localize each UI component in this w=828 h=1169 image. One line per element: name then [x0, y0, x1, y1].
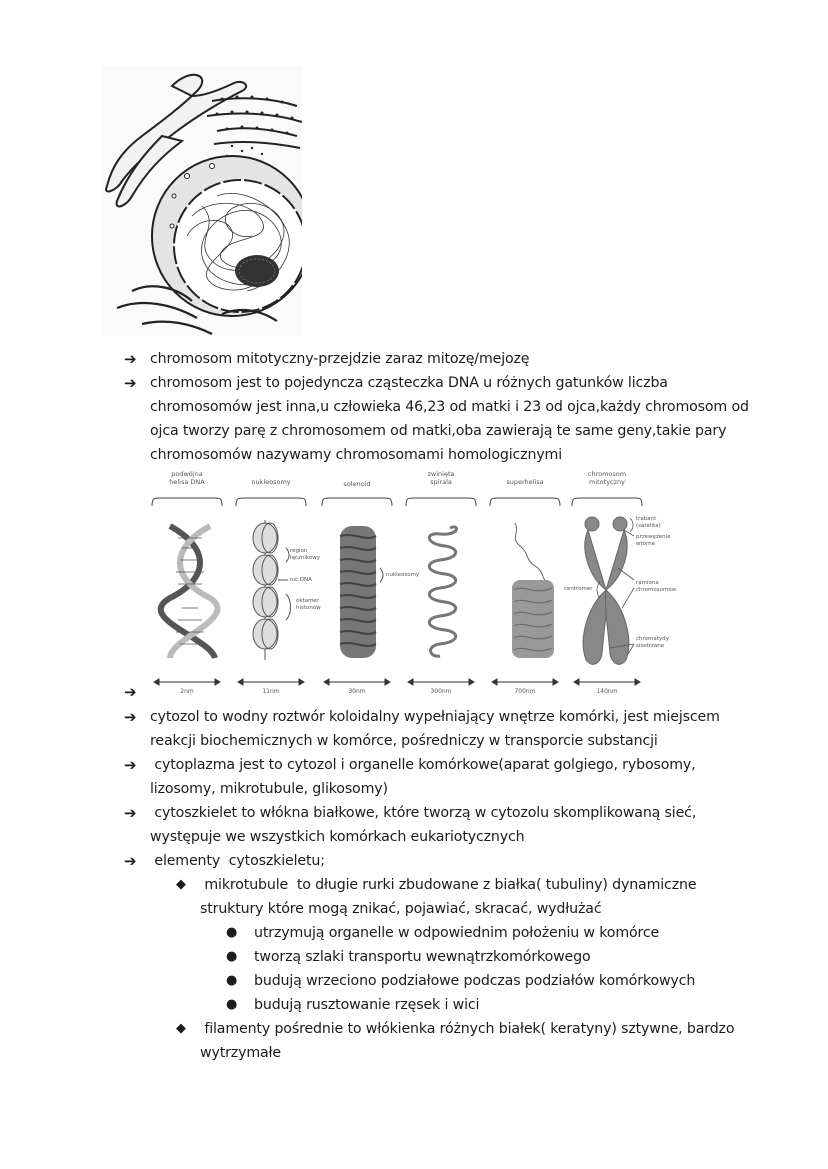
chromatin-illustration	[140, 468, 680, 700]
list-item: ➔ elementy cytoszkieletu;	[124, 849, 764, 873]
scale-label: 2nm	[180, 688, 194, 695]
diamond-bullet-icon: ◆	[176, 877, 186, 892]
sublist-microtubules	[176, 873, 736, 921]
list-item: ◆ filamenty pośrednie to włókienka różnych białek( keratyny) sztywne, bardzo wytrzymałe	[176, 1017, 736, 1065]
label-sister-chromatids: chromatydy siostrzane	[636, 636, 669, 649]
list-item: ➔ chromosom mitotyczny-przejdzie zaraz mitozę/mejozę	[124, 347, 764, 371]
list-item: ➔ chromosom jest to pojedyncza cząsteczka DNA u różnych gatunków liczba chromosomów jest inna,u człowieka 46,23 od matki i 23 od ojca,każdy chromosom od ojca tworzy parę z chromosomem od matki,oba zawierają te same geny,takie pary chromosomów nazywamy chromosomami homologicznymi	[124, 371, 764, 467]
empty-bullet	[124, 680, 764, 704]
dot-bullet-icon: ●	[226, 949, 238, 964]
scale-label: 300nm	[430, 688, 452, 695]
label-secondary-constriction: przewężenie wtórne	[636, 534, 671, 547]
bullet-list-cytosol	[124, 705, 764, 873]
scale-label: 700nm	[514, 688, 536, 695]
list-item: ● tworzą szlaki transportu wewnątrzkomórkowego	[224, 945, 744, 969]
list-item: ➔ cytoplazma jest to cytozol i organelle komórkowe(aparat golgiego, rybosomy, lizosomy, mikrotubule, glikosomy)	[124, 753, 764, 801]
stage-dna-helix: podwójna helisa DNA	[169, 470, 205, 486]
scale-label: 140nm	[596, 688, 618, 695]
arrow-bullet-icon: ➔	[124, 804, 137, 822]
bullet-list-chromosome	[124, 347, 764, 467]
dot-bullet-icon: ●	[226, 925, 238, 940]
arrow-bullet-icon: ➔	[124, 374, 137, 392]
cell-nucleus-illustration	[102, 66, 302, 336]
arrow-bullet-icon: ➔	[124, 756, 137, 774]
scale-label: 11nm	[262, 688, 280, 695]
stage-nucleosomes: nukleosomy	[251, 478, 291, 486]
label-chromosome-arms: ramiona chromosomów	[636, 580, 677, 593]
arrow-bullet-icon: ➔	[124, 708, 137, 726]
sublist-intermediate-filaments	[176, 1017, 736, 1065]
stage-coiled-spiral: zwinięta spirala	[427, 470, 455, 486]
list-item: ● utrzymują organelle w odpowiednim położeniu w komórce	[224, 921, 744, 945]
list-item: ● budują wrzeciono podziałowe podczas podziałów komórkowych	[224, 969, 744, 993]
dot-bullet-icon: ●	[226, 973, 238, 988]
list-item: ◆ mikrotubule to długie rurki zbudowane z białka( tubuliny) dynamiczne struktury które mogą znikać, pojawiać, skracać, wydłużać	[176, 873, 736, 921]
arrow-bullet-icon: ➔	[124, 683, 137, 701]
arrow-bullet-icon: ➔	[124, 350, 137, 368]
label-linker-region: region łącznikowy	[290, 548, 320, 561]
stage-mitotic-chromosome: chromosom mitotyczny	[587, 470, 627, 486]
label-nucleosomes: nukleosomy	[386, 572, 420, 578]
list-item: ● budują rusztowanie rzęsek i wici	[224, 993, 744, 1017]
diamond-bullet-icon: ◆	[176, 1021, 186, 1036]
label-satellite: trabant (satelita)	[636, 516, 661, 529]
list-item	[124, 680, 764, 704]
arrow-bullet-icon: ➔	[124, 852, 137, 870]
label-centromere: centromer	[564, 586, 593, 592]
list-item: ➔ cytozol to wodny roztwór koloidalny wypełniający wnętrze komórki, jest miejscem reakcji biochemicznych w komórce, pośredniczy w transporcie substancji	[124, 705, 764, 753]
scale-label: 30nm	[348, 688, 366, 695]
label-dna-strand: nić DNA	[290, 577, 312, 583]
label-histone-octamer: oktamer histonów	[296, 598, 321, 611]
dot-bullet-icon: ●	[226, 997, 238, 1012]
stage-superhelix: superhelisa	[506, 478, 544, 486]
list-item: ➔ cytoszkielet to włókna białkowe, które tworzą w cytozolu skomplikowaną sieć, występuje we wszystkich komórkach eukariotycznych	[124, 801, 764, 849]
sublist-microtubule-functions	[224, 921, 744, 1017]
stage-solenoid: solenoid	[343, 480, 371, 488]
chromatin-packing-figure	[140, 468, 680, 700]
